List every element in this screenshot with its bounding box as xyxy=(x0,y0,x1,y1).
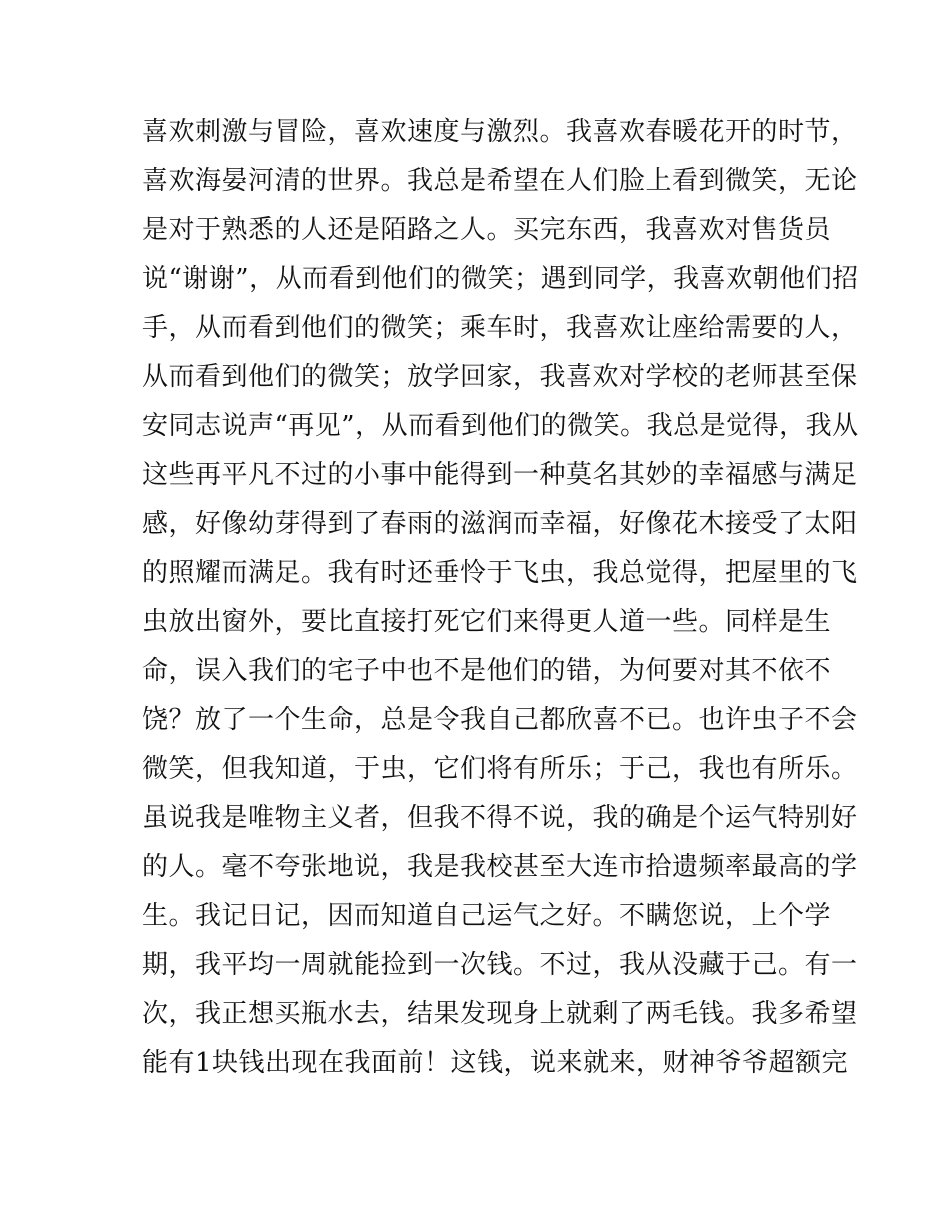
text-line: 感，好像幼芽得到了春雨的滋润而幸福，好像花木接受了太阳 xyxy=(142,509,858,539)
text-line: 安同志说声“再见”，从而看到他们的微笑。我总是觉得，我从 xyxy=(142,411,859,441)
text-line: 命，误入我们的宅子中也不是他们的错，为何要对其不依不 xyxy=(142,656,832,686)
text-line: 这些再平凡不过的小事中能得到一种莫名其妙的幸福感与满足 xyxy=(142,460,858,490)
text-line: 微笑，但我知道，于虫，它们将有所乐；于己，我也有所乐。 xyxy=(142,754,858,784)
text-line: 从而看到他们的微笑；放学回家，我喜欢对学校的老师甚至保 xyxy=(142,362,858,392)
text-line: 的人。毫不夸张地说，我是我校甚至大连市拾遗频率最高的学 xyxy=(142,852,858,882)
text-line: 手，从而看到他们的微笑；乘车时，我喜欢让座给需要的人， xyxy=(142,313,858,343)
text-line: 虽说我是唯物主义者，但我不得不说，我的确是个运气特别好 xyxy=(142,803,858,833)
text-line: 期，我平均一周就能捡到一次钱。不过，我从没藏于己。有一 xyxy=(142,950,858,980)
text-line: 是对于熟悉的人还是陌路之人。买完东西，我喜欢对售货员 xyxy=(142,215,832,245)
text-line: 说“谢谢”，从而看到他们的微笑；遇到同学，我喜欢朝他们招 xyxy=(142,264,859,294)
text-line: 虫放出窗外，要比直接打死它们来得更人道一些。同样是生 xyxy=(142,607,832,637)
text-line: 喜欢刺激与冒险，喜欢速度与激烈。我喜欢春暖花开的时节， xyxy=(142,117,858,147)
text-line: 能有1块钱出现在我面前！这钱，说来就来，财神爷爷超额完 xyxy=(142,1048,849,1078)
text-line: 的照耀而满足。我有时还垂怜于飞虫，我总觉得，把屋里的飞 xyxy=(142,558,858,588)
body-text xyxy=(142,108,859,1088)
text-line: 饶？放了一个生命，总是令我自己都欣喜不已。也许虫子不会 xyxy=(142,705,858,735)
text-line: 喜欢海晏河清的世界。我总是希望在人们脸上看到微笑，无论 xyxy=(142,166,858,196)
text-line: 生。我记日记，因而知道自己运气之好。不瞒您说，上个学 xyxy=(142,901,832,931)
text-line: 次，我正想买瓶水去，结果发现身上就剩了两毛钱。我多希望 xyxy=(142,999,858,1029)
